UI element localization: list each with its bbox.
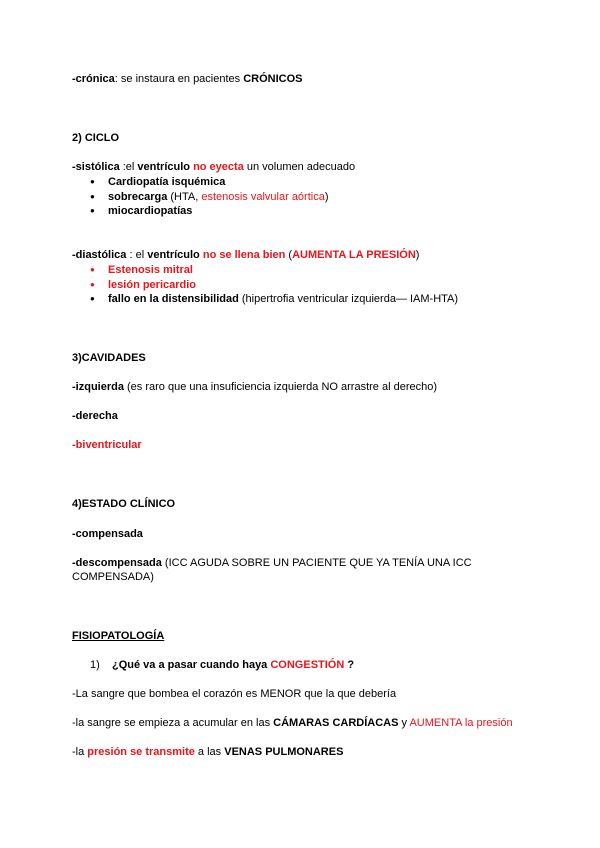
list-item: ● Cardiopatía isquémica <box>90 175 329 190</box>
cronica-label: -crónica <box>72 73 115 85</box>
cavidades-heading: 3)CAVIDADES <box>72 352 146 364</box>
cronica-line: -crónica: se instaura en pacientes CRÓNICOS <box>72 73 303 85</box>
derecha-line: -derecha <box>72 410 118 422</box>
list-item: ● Estenosis mitral <box>90 263 458 278</box>
izquierda-line: -izquierda (es raro que una insuficiencia izquierda NO arrastre al derecho) <box>72 381 437 393</box>
list-item: ● lesión pericardio <box>90 278 458 293</box>
sistolica-line: -sistólica :el ventrículo no eyecta un volumen adecuado <box>72 161 356 173</box>
compensada-line: -compensada <box>72 528 143 540</box>
sistolica-list <box>90 175 329 219</box>
diastolica-list <box>90 263 458 307</box>
fisio-line-3: -la presión se transmite a las VENAS PULMONARES <box>72 746 344 758</box>
congestion-question: 1) ¿Qué va a pasar cuando haya CONGESTIÓN ? <box>90 659 355 671</box>
fisiopatologia-heading: FISIOPATOLOGÍA <box>72 630 165 642</box>
list-item: ● fallo en la distensibilidad (hipertrofia ventricular izquierda— IAM-HTA) <box>90 292 458 307</box>
biventricular-line: -biventricular <box>72 439 142 451</box>
descompensada-line: -descompensada (ICC AGUDA SOBRE UN PACIENTE QUE YA TENÍA UNA ICC COMPENSADA) <box>72 557 472 583</box>
list-item: ● sobrecarga (HTA, estenosis valvular aórtica) <box>90 190 329 205</box>
fisio-line-2: -la sangre se empieza a acumular en las CÁMARAS CARDÍACAS y AUMENTA la presión <box>72 717 513 729</box>
diastolica-line: -diastólica : el ventrículo no se llena bien (AUMENTA LA PRESIÓN) <box>72 249 420 261</box>
ciclo-heading: 2) CICLO <box>72 132 120 144</box>
fisio-line-1: -La sangre que bombea el corazón es MENOR que la que debería <box>72 688 397 700</box>
list-item: ● miocardiopatías <box>90 204 329 219</box>
estado-heading: 4)ESTADO CLÍNICO <box>72 498 176 510</box>
